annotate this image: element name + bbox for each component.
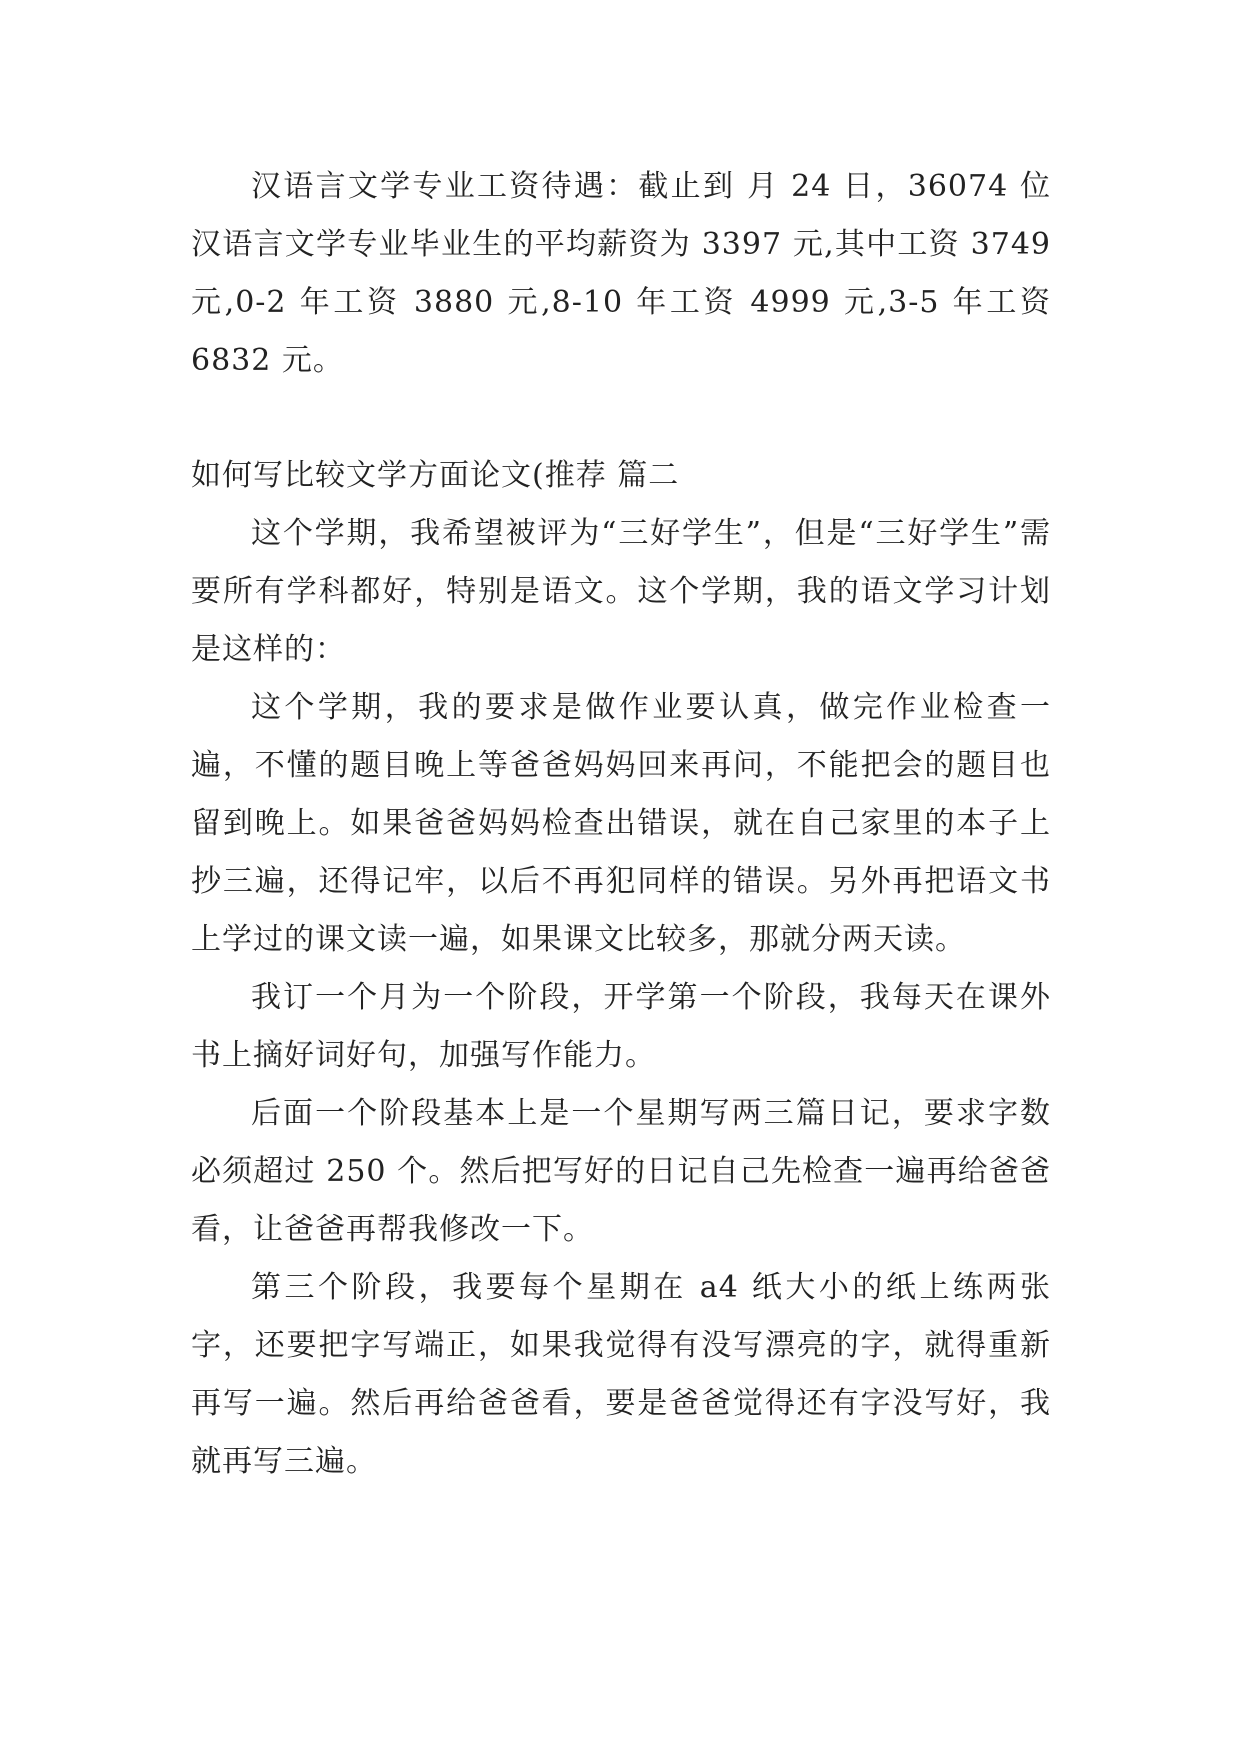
paragraph-homework: 这个学期，我的要求是做作业要认真，做完作业检查一遍，不懂的题目晚上等爸爸妈妈回来再问，不能把会的题目也留到晚上。如果爸爸妈妈检查出错误，就在自己家里的本子上抄三遍，还得记牢，以后不再犯同样的错误。另外再把语文书上学过的课文读一遍，如果课文比较多，那就分两天读。 xyxy=(191,690,1051,957)
paragraph-stage-three: 第三个阶段，我要每个星期在 a4 纸大小的纸上练两张字，还要把字写端正，如果我觉得有没写漂亮的字，就得重新再写一遍。然后再给爸爸看，要是爸爸觉得还有字没写好，我就再写三遍。 xyxy=(191,1270,1051,1479)
study-plan-section xyxy=(191,447,1051,1491)
paragraph-stage-one: 我订一个月为一个阶段，开学第一个阶段，我每天在课外书上摘好词好句，加强写作能力。 xyxy=(191,980,1051,1073)
section-heading: 如何写比较文学方面论文(推荐 篇二 xyxy=(191,458,680,493)
paragraph-stage-two: 后面一个阶段基本上是一个星期写两三篇日记，要求字数必须超过 250 个。然后把写好的日记自己先检查一遍再给爸爸看，让爸爸再帮我修改一下。 xyxy=(191,1096,1051,1247)
salary-paragraph: 汉语言文学专业工资待遇：截止到 月 24 日，36074 位汉语言文学专业毕业生的平均薪资为 3397 元,其中工资 3749 元,0-2 年工资 3880 元,8-10 年工资 4999 元,3-5 年工资 6832 元。 xyxy=(191,169,1051,378)
salary-section xyxy=(191,158,1051,390)
paragraph-intro: 这个学期，我希望被评为“三好学生”，但是“三好学生”需要所有学科都好，特别是语文。这个学期，我的语文学习计划是这样的： xyxy=(191,516,1051,667)
